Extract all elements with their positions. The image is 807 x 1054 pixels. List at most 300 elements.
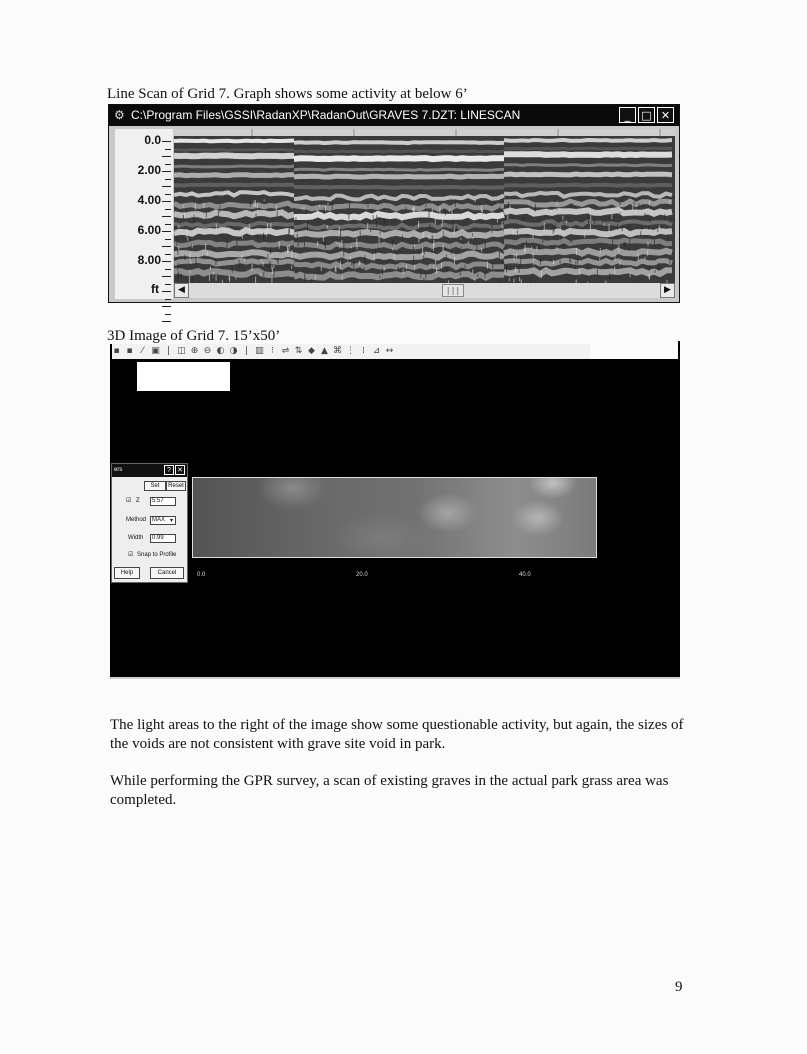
noise-speck	[341, 240, 342, 246]
noise-speck	[420, 218, 421, 220]
depth-tick-mark	[165, 224, 171, 225]
3d-toolbar	[110, 344, 590, 360]
noise-speck	[520, 258, 521, 266]
noise-speck	[588, 218, 589, 223]
noise-speck	[360, 231, 361, 236]
noise-speck	[506, 266, 507, 273]
noise-speck	[664, 214, 665, 221]
noise-speck	[435, 216, 436, 224]
noise-speck	[650, 218, 651, 223]
minimize-button[interactable]: _	[619, 107, 636, 123]
noise-speck	[659, 225, 660, 228]
reflection-band	[294, 169, 504, 170]
radar-linescan[interactable]	[174, 129, 675, 283]
noise-speck	[559, 219, 560, 222]
noise-speck	[603, 223, 604, 226]
noise-speck	[615, 254, 616, 261]
noise-speck	[406, 207, 407, 212]
noise-speck	[281, 212, 282, 215]
noise-speck	[492, 225, 493, 233]
noise-speck	[609, 273, 610, 279]
noise-speck	[219, 205, 220, 212]
noise-speck	[193, 246, 194, 249]
noise-speck	[620, 212, 621, 215]
cancel-button[interactable]: Cancel	[150, 567, 184, 579]
noise-speck	[600, 248, 601, 253]
noise-speck	[544, 223, 545, 231]
noise-speck	[373, 215, 374, 220]
x-axis-label: 40.0	[519, 572, 531, 578]
z-checkbox[interactable]: ☑	[126, 498, 132, 504]
noise-speck	[502, 221, 503, 227]
depth-tick-mark	[165, 299, 171, 300]
noise-speck	[635, 210, 636, 214]
noise-speck	[213, 275, 214, 278]
dialog-close-button[interactable]: ✕	[175, 465, 185, 475]
noise-speck	[199, 199, 200, 202]
noise-speck	[619, 261, 620, 265]
noise-speck	[215, 259, 216, 266]
depth-tick-label: 6.00	[137, 223, 161, 237]
noise-speck	[570, 259, 571, 262]
toolbar-tool-icon[interactable]: ⋮	[346, 346, 355, 356]
noise-speck	[599, 257, 600, 260]
noise-speck	[657, 229, 658, 232]
reflection-band	[294, 264, 504, 268]
noise-speck	[374, 255, 375, 262]
noise-speck	[357, 243, 358, 249]
noise-speck	[579, 268, 580, 275]
noise-speck	[428, 263, 429, 267]
noise-speck	[340, 261, 341, 268]
noise-speck	[487, 261, 488, 268]
noise-speck	[514, 254, 515, 257]
noise-speck	[514, 279, 515, 283]
horizontal-scrollbar[interactable]	[174, 283, 675, 298]
help-button[interactable]: Help	[114, 567, 140, 579]
noise-speck	[191, 261, 192, 264]
toolbar-tool-icon[interactable]: ▪	[113, 346, 120, 356]
noise-speck	[380, 232, 381, 235]
noise-speck	[351, 263, 352, 265]
noise-speck	[368, 205, 369, 208]
noise-speck	[218, 209, 219, 216]
noise-speck	[594, 220, 595, 224]
noise-speck	[406, 265, 407, 270]
noise-speck	[235, 276, 236, 280]
noise-speck	[364, 255, 365, 262]
depth-tick-mark	[165, 254, 171, 255]
noise-speck	[436, 267, 437, 274]
noise-speck	[556, 207, 557, 210]
toolbar-tool-icon[interactable]: |	[244, 346, 249, 356]
noise-speck	[186, 229, 187, 237]
noise-speck	[634, 201, 635, 205]
noise-speck	[442, 229, 443, 236]
depth-tick-mark	[165, 314, 171, 315]
noise-speck	[640, 231, 641, 236]
noise-speck	[609, 224, 610, 232]
noise-speck	[481, 205, 482, 212]
noise-speck	[632, 204, 633, 211]
noise-speck	[563, 244, 564, 247]
noise-speck	[529, 265, 530, 267]
noise-speck	[249, 276, 250, 278]
noise-speck	[443, 244, 444, 252]
depth-tick-mark	[162, 306, 171, 307]
noise-speck	[422, 248, 423, 256]
noise-speck	[401, 214, 402, 221]
noise-speck	[350, 256, 351, 259]
noise-speck	[370, 228, 371, 232]
noise-speck	[551, 210, 552, 213]
blank-label-box	[137, 362, 230, 391]
noise-speck	[376, 221, 377, 227]
toolbar-tool-icon[interactable]: ▣	[151, 346, 160, 356]
reflection-band	[174, 260, 294, 264]
linescan-titlebar[interactable]	[109, 105, 679, 126]
help-question-icon[interactable]: ?	[164, 465, 174, 475]
noise-speck	[541, 271, 542, 278]
noise-speck	[304, 206, 305, 210]
noise-speck	[343, 243, 344, 251]
noise-speck	[287, 246, 288, 253]
noise-speck	[336, 266, 337, 273]
noise-speck	[434, 240, 435, 246]
reflection-band	[294, 158, 504, 159]
depth-tick-label: 0.0	[144, 133, 161, 147]
noise-speck	[566, 220, 567, 223]
noise-speck	[354, 231, 355, 233]
noise-speck	[317, 241, 318, 246]
noise-speck	[426, 279, 427, 282]
reflection-band	[294, 142, 504, 143]
toolbar-tool-icon[interactable]: ⁝	[271, 346, 274, 356]
noise-speck	[556, 247, 557, 250]
toolbar-tool-icon[interactable]: ▲	[321, 346, 328, 356]
noise-speck	[542, 240, 543, 244]
noise-speck	[425, 271, 426, 278]
noise-speck	[178, 225, 179, 228]
noise-speck	[651, 210, 652, 213]
noise-speck	[294, 237, 295, 240]
noise-speck	[575, 261, 576, 266]
depth-tick-label: 8.00	[137, 253, 161, 267]
noise-speck	[324, 208, 325, 214]
noise-speck	[472, 233, 473, 237]
noise-speck	[184, 213, 185, 217]
noise-speck	[435, 259, 436, 264]
noise-speck	[452, 209, 453, 215]
radar-linescan-graphic	[174, 129, 675, 283]
depth-tick-mark	[162, 216, 171, 217]
noise-speck	[597, 269, 598, 275]
noise-speck	[356, 238, 357, 244]
noise-speck	[641, 226, 642, 230]
depth-tick-mark	[162, 186, 171, 187]
satellite-dish-icon: ⚙	[114, 108, 125, 122]
noise-speck	[423, 232, 424, 237]
noise-speck	[394, 254, 395, 260]
noise-speck	[519, 266, 520, 273]
noise-speck	[562, 216, 563, 220]
noise-speck	[306, 259, 307, 261]
noise-speck	[622, 225, 623, 232]
noise-speck	[590, 213, 591, 221]
noise-speck	[239, 260, 240, 263]
noise-speck	[516, 253, 517, 258]
noise-speck	[304, 274, 305, 281]
noise-speck	[353, 263, 354, 270]
noise-speck	[668, 234, 669, 241]
noise-speck	[602, 220, 603, 223]
noise-speck	[629, 237, 630, 244]
reflection-band	[504, 185, 672, 186]
z-label: Z	[136, 498, 140, 504]
reflection-band	[504, 270, 672, 274]
noise-speck	[216, 224, 217, 231]
noise-speck	[639, 203, 640, 209]
noise-speck	[540, 259, 541, 265]
noise-speck	[590, 224, 591, 231]
noise-speck	[425, 204, 426, 207]
noise-speck	[292, 250, 293, 258]
noise-speck	[455, 199, 456, 207]
width-stepper[interactable]: 0.99	[150, 534, 176, 543]
noise-speck	[624, 242, 625, 247]
noise-speck	[339, 243, 340, 248]
toolbar-tool-icon[interactable]: ◆	[308, 346, 315, 356]
reset-button[interactable]: Reset	[166, 481, 186, 491]
toolbar-tool-icon[interactable]: ⁞	[362, 346, 365, 356]
noise-speck	[461, 247, 462, 249]
noise-speck	[560, 260, 561, 264]
noise-speck	[669, 258, 670, 264]
noise-speck	[461, 238, 462, 240]
noise-speck	[446, 255, 447, 260]
noise-speck	[348, 214, 349, 220]
reflection-band	[504, 174, 672, 175]
maximize-button[interactable]: □	[638, 107, 655, 123]
noise-speck	[178, 246, 179, 250]
noise-speck	[430, 219, 431, 221]
noise-speck	[264, 199, 265, 201]
noise-speck	[184, 255, 185, 260]
noise-speck	[330, 202, 331, 205]
page-number: 9	[675, 979, 683, 995]
snap-to-profile-label: Snap to Profile	[137, 552, 177, 558]
noise-speck	[514, 258, 515, 261]
reflection-band	[504, 165, 672, 166]
noise-speck	[382, 268, 383, 274]
noise-speck	[189, 276, 190, 283]
noise-speck	[276, 205, 277, 212]
toolbar-tool-icon[interactable]: ⁄	[141, 346, 144, 356]
noise-speck	[525, 245, 526, 252]
noise-speck	[539, 246, 540, 250]
toolbar-tool-icon[interactable]: ⊿	[372, 346, 381, 356]
noise-speck	[485, 271, 486, 278]
reflection-band	[174, 230, 294, 234]
noise-speck	[263, 262, 264, 266]
depth-tick-mark	[162, 321, 171, 322]
paragraph-2: While performing the GPR survey, a scan of existing graves in the actual park grass area was completed.	[110, 773, 669, 808]
noise-speck	[195, 203, 196, 211]
set-button[interactable]: Set	[144, 481, 166, 491]
noise-speck	[474, 278, 475, 281]
noise-speck	[454, 257, 455, 265]
noise-speck	[291, 226, 292, 229]
depth-tick-mark	[162, 156, 171, 157]
noise-speck	[429, 211, 430, 218]
toolbar-tool-icon[interactable]: ⊕	[190, 346, 199, 356]
3d-image-caption: 3D Image of Grid 7. 15’x50’	[107, 328, 281, 344]
noise-speck	[289, 245, 290, 250]
noise-speck	[278, 260, 279, 264]
noise-speck	[563, 221, 564, 224]
noise-speck	[274, 271, 275, 277]
toolbar-tool-icon[interactable]: ▪	[126, 346, 133, 356]
noise-speck	[413, 256, 414, 262]
noise-speck	[572, 203, 573, 205]
toolbar-tool-icon[interactable]: ◫	[177, 346, 186, 356]
noise-speck	[252, 264, 253, 271]
noise-speck	[177, 236, 178, 241]
noise-speck	[226, 244, 227, 252]
3d-slice-image[interactable]	[192, 477, 597, 558]
noise-speck	[553, 228, 554, 234]
noise-speck	[187, 237, 188, 241]
noise-speck	[268, 254, 269, 258]
depth-tick-label: 2.00	[137, 163, 161, 177]
noise-speck	[295, 217, 296, 221]
noise-speck	[560, 226, 561, 232]
noise-speck	[339, 226, 340, 234]
noise-speck	[477, 274, 478, 277]
noise-speck	[325, 242, 326, 248]
noise-speck	[402, 235, 403, 242]
toolbar-tool-icon[interactable]: ↔	[385, 346, 394, 356]
noise-speck	[257, 204, 258, 209]
toolbar-tool-icon[interactable]: ⌘	[333, 346, 342, 356]
noise-speck	[325, 206, 326, 212]
noise-speck	[414, 265, 415, 269]
reflection-band	[174, 156, 294, 157]
noise-speck	[647, 250, 648, 256]
noise-speck	[577, 259, 578, 265]
toolbar-tool-icon[interactable]: ▥	[255, 346, 264, 356]
noise-speck	[244, 258, 245, 261]
toolbar-tool-icon[interactable]: ⇅	[294, 346, 303, 356]
noise-speck	[557, 201, 558, 205]
noise-speck	[203, 203, 204, 208]
noise-speck	[507, 213, 508, 220]
noise-speck	[367, 223, 368, 230]
noise-speck	[270, 223, 271, 229]
noise-speck	[177, 274, 178, 281]
toolbar-tool-icon[interactable]: ◐	[216, 346, 225, 356]
noise-speck	[445, 209, 446, 215]
noise-speck	[654, 239, 655, 246]
noise-speck	[359, 261, 360, 266]
noise-speck	[612, 233, 613, 236]
noise-speck	[321, 267, 322, 272]
noise-speck	[648, 275, 649, 279]
noise-speck	[379, 236, 380, 243]
toolbar-tool-icon[interactable]: ◑	[229, 346, 238, 356]
depth-tick-mark	[162, 246, 171, 247]
depth-tick-mark	[165, 194, 171, 195]
depth-tick-mark	[165, 269, 171, 270]
noise-speck	[481, 248, 482, 252]
scrollbar-thumb[interactable]: |||	[442, 284, 464, 297]
scroll-right-button[interactable]: ▶	[660, 283, 675, 298]
noise-speck	[669, 200, 670, 204]
noise-speck	[412, 207, 413, 211]
noise-speck	[192, 245, 193, 249]
noise-speck	[229, 276, 230, 280]
noise-speck	[443, 231, 444, 237]
noise-speck	[250, 202, 251, 207]
noise-speck	[249, 224, 250, 231]
noise-speck	[323, 236, 324, 241]
noise-speck	[570, 203, 571, 207]
dialog-titlebar[interactable]	[112, 464, 187, 477]
x-axis-label: 0.0	[197, 572, 206, 578]
noise-speck	[260, 274, 261, 277]
noise-speck	[295, 254, 296, 258]
reflection-band	[294, 176, 504, 177]
noise-speck	[649, 201, 650, 206]
noise-speck	[453, 221, 454, 228]
noise-speck	[423, 256, 424, 260]
close-button[interactable]: ✕	[657, 107, 674, 123]
noise-speck	[620, 202, 621, 206]
noise-speck	[638, 254, 639, 261]
depth-tick-mark	[165, 149, 171, 150]
noise-speck	[442, 217, 443, 223]
toolbar-tool-icon[interactable]: ⇌	[281, 346, 290, 356]
noise-speck	[174, 225, 175, 231]
toolbar-tool-icon[interactable]: ⊖	[203, 346, 212, 356]
depth-tick-mark	[165, 209, 171, 210]
scroll-left-button[interactable]: ◀	[174, 283, 189, 298]
noise-speck	[531, 247, 532, 250]
snap-checkbox[interactable]: ☑	[128, 552, 134, 558]
noise-speck	[263, 272, 264, 277]
noise-speck	[279, 241, 280, 249]
noise-speck	[611, 214, 612, 220]
method-select[interactable]: MAX	[150, 516, 176, 525]
noise-speck	[492, 262, 493, 269]
z-value-field[interactable]: 5.57	[150, 497, 176, 506]
noise-speck	[241, 255, 242, 258]
noise-speck	[515, 267, 516, 272]
noise-speck	[433, 265, 434, 269]
noise-speck	[307, 222, 308, 230]
width-label: Width	[128, 535, 144, 541]
noise-speck	[332, 204, 333, 210]
noise-speck	[319, 205, 320, 207]
noise-speck	[446, 267, 447, 272]
depth-tick-mark	[165, 284, 171, 285]
noise-speck	[658, 263, 659, 271]
noise-speck	[419, 252, 420, 255]
depth-tick-mark	[162, 231, 171, 232]
toolbar-tool-icon[interactable]: |	[166, 346, 171, 356]
noise-speck	[183, 215, 184, 220]
reflection-band	[294, 274, 504, 278]
